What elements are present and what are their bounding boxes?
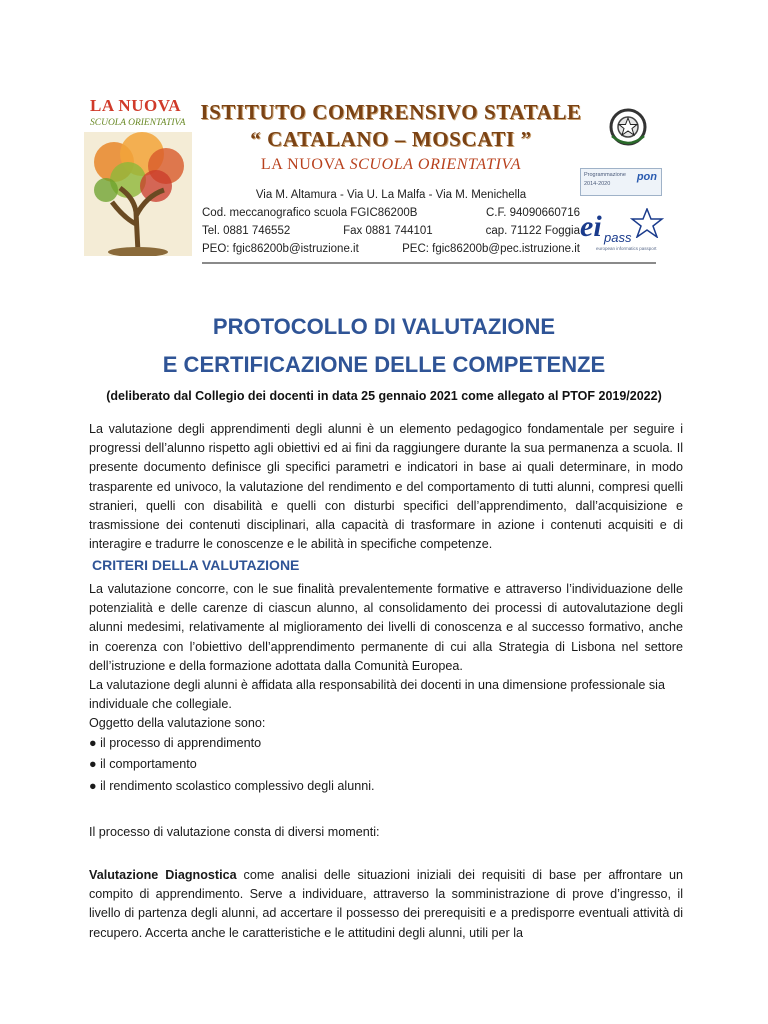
partner-logos bbox=[578, 92, 670, 256]
processo-paragraph: Il processo di valutazione consta di diversi momenti: bbox=[89, 825, 380, 839]
tree-icon bbox=[84, 132, 192, 256]
school-name-line2: “ CATALANO – MOSCATI ” bbox=[250, 127, 532, 151]
diagnostica-text: come analisi delle situazioni iniziali dei requisiti di base per affrontare un compito di apprendimento. Serve a individuare, attraverso la somministrazione di prove d’ingresso, il livello di partenza degli alunni, ad accertare il possesso dei prerequisiti e a predisporre eventuali attività di recupero. Accerta anche le caratteristiche e le attitudini degli alunni, utili per la bbox=[89, 868, 683, 940]
diagnostica-label: Valutazione Diagnostica bbox=[89, 868, 237, 882]
telephone: Tel. 0881 746552 bbox=[202, 225, 291, 237]
postal-code: cap. 71122 Foggia bbox=[485, 225, 580, 237]
letterhead-divider bbox=[202, 262, 656, 264]
address: Via M. Altamura - Via U. La Malfa - Via M. Menichella bbox=[255, 189, 527, 201]
criteri-paragraph: La valutazione concorre, con le sue finalità prevalentemente formative e attraverso l’individuazione delle potenzialità e delle carenze di ciascun alunno, al consolidamento dei processi di autovalutazione degli alunni medesimi, relativamente al miglioramento dei livelli di conoscenza e al successo formativo, anche in coerenza con l’obiettivo dell’apprendimento permanente di cui alla Strategia di Lisbona nel settore dell’istruzione e della formazione adottata dalla Comunità Europea. bbox=[89, 582, 683, 673]
republic-emblem-icon bbox=[608, 106, 648, 148]
school-motto: LA NUOVA SCUOLA ORIENTATIVA bbox=[260, 156, 522, 173]
star-icon bbox=[630, 208, 664, 238]
intro-paragraph: La valutazione degli apprendimenti degli alunni è un elemento pedagogico fondamentale per seguire i progressi dell’alunno rispetto agli obiettivi ed ai fini da raggiungere durante la sua permanenza a scuola. Il presente documento definisce gli specifici parametri e indicatori in base ai quali determinare, in modo trasparente ed univoco, la valutazione del rendimento e del comportamento di tutti alunni, compresi quelli stranieri, quelli con disabilità e quelli con disturbi specifici dell’apprendimento, dall’acquisizione e trasmissione dei contenuti disciplinari, alla capacità di trasformare in azione i contenuti acquisiti e di interagire e tradurre le conoscenze e le abilità in specifiche competenze. bbox=[89, 422, 683, 552]
logo-brand: LA NUOVA bbox=[90, 96, 182, 115]
fiscal-code: C.F. 94090660716 bbox=[486, 207, 580, 219]
school-contacts bbox=[196, 186, 586, 258]
diagnostica-paragraph bbox=[89, 866, 683, 943]
school-header bbox=[196, 92, 586, 258]
fax: Fax 0881 744101 bbox=[343, 225, 433, 237]
responsibility-paragraph: La valutazione degli alunni è affidata alla responsabilità dei docenti in una dimensione professionale sia individuale che collegiale. bbox=[89, 678, 665, 712]
list-item: ● il processo di apprendimento bbox=[89, 736, 262, 750]
school-code: Cod. meccanografico scuola FGIC86200B bbox=[202, 207, 418, 219]
logo-tagline: SCUOLA ORIENTATIVA bbox=[90, 118, 186, 128]
peo-email: PEO: fgic86200b@istruzione.it bbox=[202, 243, 359, 255]
document-title-line2: E CERTIFICAZIONE DELLE COMPETENZE bbox=[162, 352, 606, 377]
section-heading-criteri: CRITERI DELLA VALUTAZIONE bbox=[92, 557, 300, 573]
school-name-line1: ISTITUTO COMPRENSIVO STATALE bbox=[200, 100, 582, 124]
letterhead bbox=[84, 92, 670, 264]
list-item: ● il rendimento scolastico complessivo degli alunni. bbox=[89, 779, 375, 793]
document-subtitle: (deliberato dal Collegio dei docenti in data 25 gennaio 2021 come allegato al PTOF 2019/2022) bbox=[106, 389, 662, 403]
pon-logo: Programmazione 2014-2020 pon bbox=[580, 168, 662, 196]
school-logo bbox=[84, 92, 192, 256]
document-title-line1: PROTOCOLLO DI VALUTAZIONE bbox=[212, 314, 556, 339]
eipass-logo: ei pass european informatics passport bbox=[578, 206, 670, 254]
list-item: ● il comportamento bbox=[89, 757, 197, 771]
pec-email: PEC: fgic86200b@pec.istruzione.it bbox=[402, 243, 580, 255]
oggetto-label: Oggetto della valutazione sono: bbox=[89, 716, 266, 730]
